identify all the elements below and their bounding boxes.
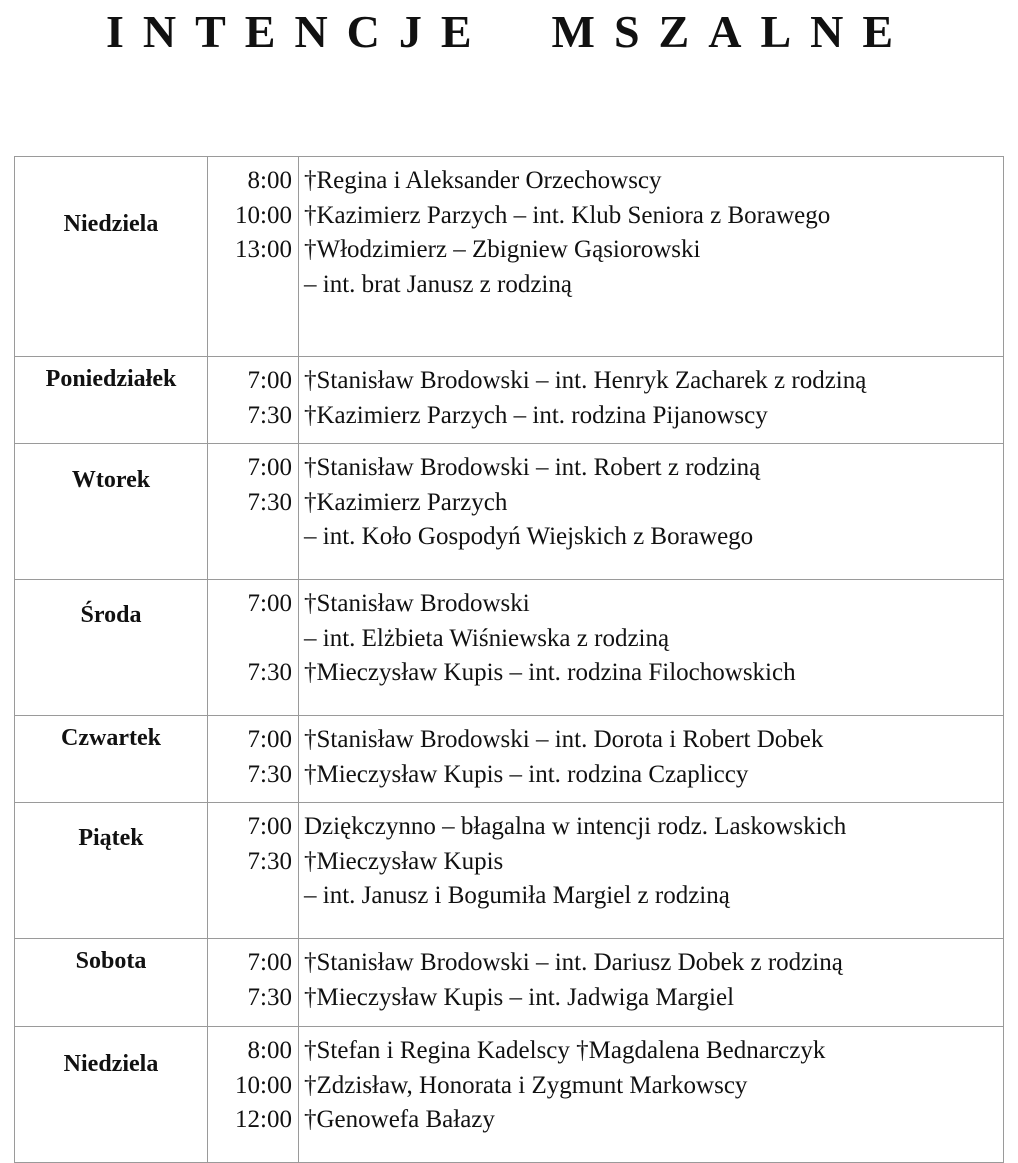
- mass-time: 10:00: [235, 1071, 292, 1099]
- mass-time: 7:30: [247, 760, 292, 788]
- intention-line: †Stanisław Brodowski – int. Robert z rodziną: [304, 454, 761, 481]
- day-row: [15, 716, 1004, 803]
- intentions: [299, 357, 1004, 444]
- intentions: [299, 157, 1004, 357]
- mass-time: 13:00: [235, 236, 292, 263]
- day-row: [15, 939, 1004, 1027]
- mass-time: 8:00: [247, 167, 292, 194]
- intention-line: Dziękczynno – błagalna w intencji rodz. Laskowskich: [304, 813, 847, 840]
- mass-times: [208, 1027, 299, 1163]
- intention-line: †Mieczysław Kupis – int. rodzina Czapliccy: [304, 760, 749, 788]
- mass-time: 7:00: [247, 813, 292, 840]
- day-name: Sobota: [15, 939, 208, 1027]
- day-name: Piątek: [15, 803, 208, 939]
- intentions: [299, 939, 1004, 1027]
- mass-time: 7:00: [247, 949, 292, 976]
- mass-times: [208, 716, 299, 803]
- intention-line: †Mieczysław Kupis – int. Jadwiga Margiel: [304, 983, 735, 1011]
- day-row: [15, 1027, 1004, 1163]
- mass-times: [208, 803, 299, 939]
- page-title: INTENCJE MSZALNE: [105, 6, 913, 57]
- intention-line: †Kazimierz Parzych – int. rodzina Pijanowscy: [304, 401, 768, 429]
- mass-time: [208, 268, 292, 303]
- intention-line: †Kazimierz Parzych: [304, 488, 508, 516]
- day-row: [15, 444, 1004, 580]
- intentions: [299, 1027, 1004, 1163]
- intention-line: †Genowefa Bałazy: [304, 1106, 495, 1133]
- intentions: [299, 444, 1004, 580]
- mass-time: 7:00: [247, 726, 292, 753]
- intention-line: †Kazimierz Parzych – int. Klub Seniora z Borawego: [304, 201, 831, 229]
- mass-time: 12:00: [235, 1106, 292, 1133]
- mass-time: 7:30: [247, 401, 292, 429]
- day-row: [15, 803, 1004, 939]
- mass-intentions-table: [14, 156, 1004, 1163]
- mass-time: [208, 622, 292, 657]
- day-name: Niedziela: [15, 157, 208, 357]
- day-name: Poniedziałek: [15, 357, 208, 444]
- mass-times: [208, 580, 299, 716]
- day-row: [15, 580, 1004, 716]
- intention-line: †Regina i Aleksander Orzechowscy: [304, 167, 662, 194]
- day-name: Wtorek: [15, 444, 208, 580]
- intention-line: †Stefan i Regina Kadelscy †Magdalena Bednarczyk: [304, 1037, 826, 1064]
- intention-line: †Zdzisław, Honorata i Zygmunt Markowscy: [304, 1071, 748, 1099]
- intentions: [299, 580, 1004, 716]
- mass-times: [208, 444, 299, 580]
- mass-times: [208, 357, 299, 444]
- mass-time: 7:00: [247, 590, 292, 617]
- intention-line: – int. Janusz i Bogumiła Margiel z rodziną: [304, 882, 730, 909]
- intention-line: – int. Elżbieta Wiśniewska z rodziną: [304, 624, 670, 652]
- mass-time: 7:30: [247, 847, 292, 875]
- day-name: Czwartek: [15, 716, 208, 803]
- mass-time: [208, 879, 292, 914]
- intention-line: †Stanisław Brodowski – int. Dorota i Robert Dobek: [304, 726, 824, 753]
- mass-time: 7:00: [247, 367, 292, 394]
- intention-line: †Stanisław Brodowski: [304, 590, 530, 617]
- mass-time: 7:30: [247, 488, 292, 516]
- intention-line: †Stanisław Brodowski – int. Henryk Zacharek z rodziną: [304, 367, 867, 394]
- intention-line: – int. brat Janusz z rodziną: [304, 270, 572, 298]
- mass-times: [208, 157, 299, 357]
- mass-time: 10:00: [235, 201, 292, 229]
- mass-time: 7:30: [247, 659, 292, 686]
- mass-time: 7:00: [247, 454, 292, 481]
- intention-line: – int. Koło Gospodyń Wiejskich z Borawego: [304, 523, 754, 550]
- mass-time: 7:30: [247, 983, 292, 1011]
- intention-line: †Mieczysław Kupis: [304, 847, 504, 875]
- day-name: Środa: [15, 580, 208, 716]
- day-name: Niedziela: [15, 1027, 208, 1163]
- day-row: [15, 157, 1004, 357]
- intention-line: †Mieczysław Kupis – int. rodzina Filochowskich: [304, 659, 796, 686]
- mass-time: [208, 520, 292, 555]
- intentions: [299, 716, 1004, 803]
- mass-time: 8:00: [247, 1037, 292, 1064]
- intention-line: †Włodzimierz – Zbigniew Gąsiorowski: [304, 236, 701, 263]
- mass-times: [208, 939, 299, 1027]
- intentions: [299, 803, 1004, 939]
- day-row: [15, 357, 1004, 444]
- intention-line: †Stanisław Brodowski – int. Dariusz Dobek z rodziną: [304, 949, 843, 976]
